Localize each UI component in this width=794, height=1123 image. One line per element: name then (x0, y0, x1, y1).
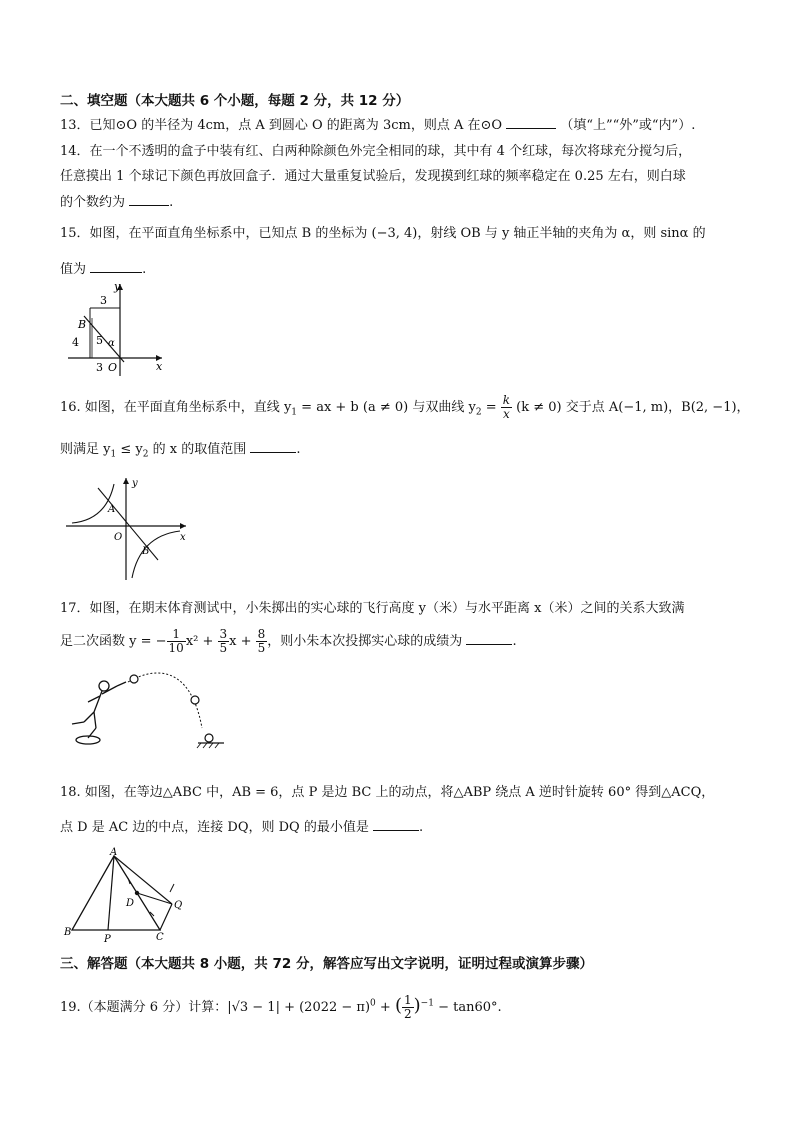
q19-exp-0: 0 (370, 998, 376, 1009)
q15-label-three-top: 3 (100, 294, 107, 307)
q17-fraction-1 (167, 628, 186, 655)
q19-f-num: 1 (403, 993, 412, 1007)
q13-text: 13．已知⊙O 的半径为 4cm，点 A 到圆心 O 的距离为 3cm，则点 A 在⊙O (60, 118, 503, 133)
q17-line-2-part-a: 足二次函数 y = − (60, 634, 167, 649)
q19-text-b: + (375, 1000, 395, 1015)
q15-y-label: y (114, 280, 121, 293)
q17-shot-put-figure (62, 666, 232, 756)
q17-line-2-part-c: x + (229, 634, 256, 649)
q17-f1-num: 1 (167, 628, 186, 642)
q16-sub-1: 1 (291, 407, 298, 418)
q17-line-2-part-d: ，则小朱本次投掷实心球的成绩为 (267, 634, 463, 649)
q16-label-b: B (142, 546, 150, 557)
q18-label-p: P (104, 934, 111, 945)
ground-hatch (197, 743, 219, 748)
q18-line-2-text: 点 D 是 AC 边的中点，连接 DQ，则 DQ 的最小值是 (60, 820, 369, 835)
section-2-title: 二、填空题（本大题共 6 个小题，每题 2 分，共 12 分） (60, 93, 410, 109)
q18-label-b: B (64, 927, 72, 938)
q15-answer-blank[interactable] (90, 260, 142, 273)
q15-label-three-bottom: 3 (96, 361, 103, 374)
q17-f3-den: 5 (257, 641, 266, 655)
q15-x-label: x (156, 360, 163, 373)
segment-cq (160, 904, 172, 930)
q19-fraction-half (402, 994, 414, 1021)
q16-answer-blank[interactable] (250, 440, 296, 453)
segment-aq (114, 856, 172, 904)
q16-x-arrow-icon (180, 523, 186, 529)
q19-text-a: 19.（本题满分 6 分）计算：|√3 − 1| + (2022 − π) (60, 1000, 371, 1015)
question-13 (60, 116, 695, 135)
q16-y-label: y (132, 478, 138, 489)
question-14-line-3: 的个数约为 . (60, 195, 174, 210)
tick-mark-3 (170, 884, 174, 892)
q18-label-q: Q (174, 900, 183, 911)
q15-label-o: O (108, 361, 118, 374)
ball-start-icon (130, 675, 138, 683)
q16-label-o: O (114, 532, 123, 543)
q15-coordinate-figure (64, 278, 174, 380)
q16-x-label: x (180, 532, 186, 543)
q18-triangle-figure (62, 846, 192, 946)
section-3-title: 三、解答题（本大题共 8 小题，共 72 分，解答应写出文字说明，证明过程或演算步骤） (60, 956, 593, 972)
q16-line-2-part-b: ≤ y (116, 442, 143, 457)
q15-label-four: 4 (72, 336, 79, 349)
q15-label-b: B (78, 318, 87, 331)
q19-exp-neg-1: −1 (420, 998, 434, 1009)
q15-line-1: 15．如图，在平面直角坐标系中，已知点 B 的坐标为 (−3, 4)，射线 OB 与 y 轴正半轴的夹角为 α，则 sinα 的 (60, 226, 706, 241)
q16-line-2-sub-1: 1 (110, 449, 117, 460)
q14-line-3-text: 的个数约为 (60, 195, 126, 210)
q16-frac-den: x (502, 407, 510, 421)
q16-line-2-sub-2: 2 (142, 449, 149, 460)
q14-answer-blank[interactable] (129, 193, 169, 206)
q16-line-2-part-a: 则满足 y (60, 442, 111, 457)
question-15-line-2: 值为 . (60, 262, 147, 277)
q19-f-den: 2 (403, 1007, 412, 1021)
q17-f2-num: 3 (219, 627, 228, 641)
q18-label-d: D (126, 898, 135, 909)
question-17-line-2: 足二次函数 y = − $\frac{1}{10}$ x² + $\frac{3}{5}$ x + $\frac{8}{5}$ ，则小朱本次投掷实心球的成绩为 . (60, 627, 517, 655)
q19-text-c: − tan60°. (433, 1000, 502, 1015)
q18-answer-blank[interactable] (373, 818, 419, 831)
q16-line-2-part-c: 的 x 的取值范围 (148, 442, 247, 457)
q14-line-2: 任意摸出 1 个球记下颜色再放回盒子．通过大量重复试验后，发现摸到红球的频率稳定在 0.25 左右，则白球 (60, 169, 686, 184)
q18-line-1: 18. 如图，在等边△ABC 中，AB = 6，点 P 是边 BC 上的动点，将△ABP 绕点 A 逆时针旋转 60° 得到△ACQ， (60, 785, 715, 800)
q16-line-1-part-d: (k ≠ 0) 交于点 A(−1, m)，B(2, −1)， (512, 400, 750, 415)
question-16-line-2: 则满足 $y_1 \le y_2$ 的 x 的取值范围 . (60, 442, 301, 460)
q17-fraction-2 (218, 628, 230, 655)
q13-answer-blank[interactable] (506, 116, 556, 129)
q16-line-1-part-b: = ax + b (a ≠ 0) 与双曲线 y (297, 400, 476, 415)
point-d-icon (135, 891, 139, 895)
q17-line-1: 17．如图，在期末体育测试中，小朱掷出的实心球的飞行高度 y（米）与水平距离 x（米）之间的关系大致满 (60, 601, 685, 616)
q16-fraction-k-over-x (501, 394, 512, 421)
ball-mid-icon (191, 696, 199, 704)
triangle-abc (72, 856, 160, 930)
q18-label-c: C (156, 932, 164, 943)
question-19: 19.（本题满分 6 分）计算：$|√3 - 1| + (2022 - \pi)^0$ + ( $\frac{1}{2}$ )$^{-1}$ − tan60°. (60, 993, 502, 1021)
q15-line-2-text: 值为 (60, 262, 87, 277)
q17-f1-den: 10 (168, 641, 184, 655)
q16-sub-2: 2 (475, 407, 482, 418)
q16-frac-num: k (502, 393, 511, 407)
q17-answer-blank[interactable] (466, 632, 512, 645)
q17-line-2-part-b: x² + (185, 634, 218, 649)
question-18-line-2: 点 D 是 AC 边的中点，连接 DQ，则 DQ 的最小值是 . (60, 820, 424, 835)
q16-line-1-part-a: 16. 如图，在平面直角坐标系中，直线 y (60, 400, 292, 415)
q16-line-1-part-c: = (481, 400, 501, 415)
question-16-line-1 (60, 394, 750, 422)
q16-label-a: A (108, 504, 116, 515)
q18-label-a: A (110, 847, 118, 858)
q16-y-arrow-icon (123, 478, 129, 484)
q17-f3-num: 8 (257, 627, 266, 641)
q15-label-alpha: α (108, 338, 115, 349)
segment-ap (108, 856, 114, 930)
thrower-figure-icon (72, 681, 126, 744)
q17-fraction-3 (256, 628, 268, 655)
q16-hyperbola-figure (62, 474, 190, 584)
q17-f2-den: 5 (219, 641, 228, 655)
q14-line-1: 14．在一个不透明的盒子中装有红、白两种除颜色外完全相同的球，其中有 4 个红球，每次将球充分搅匀后， (60, 144, 692, 159)
q15-label-five: 5 (96, 334, 103, 347)
ball-landing-icon (205, 734, 213, 742)
q13-text-options: （填“上”“外”或“内”）. (560, 118, 696, 133)
